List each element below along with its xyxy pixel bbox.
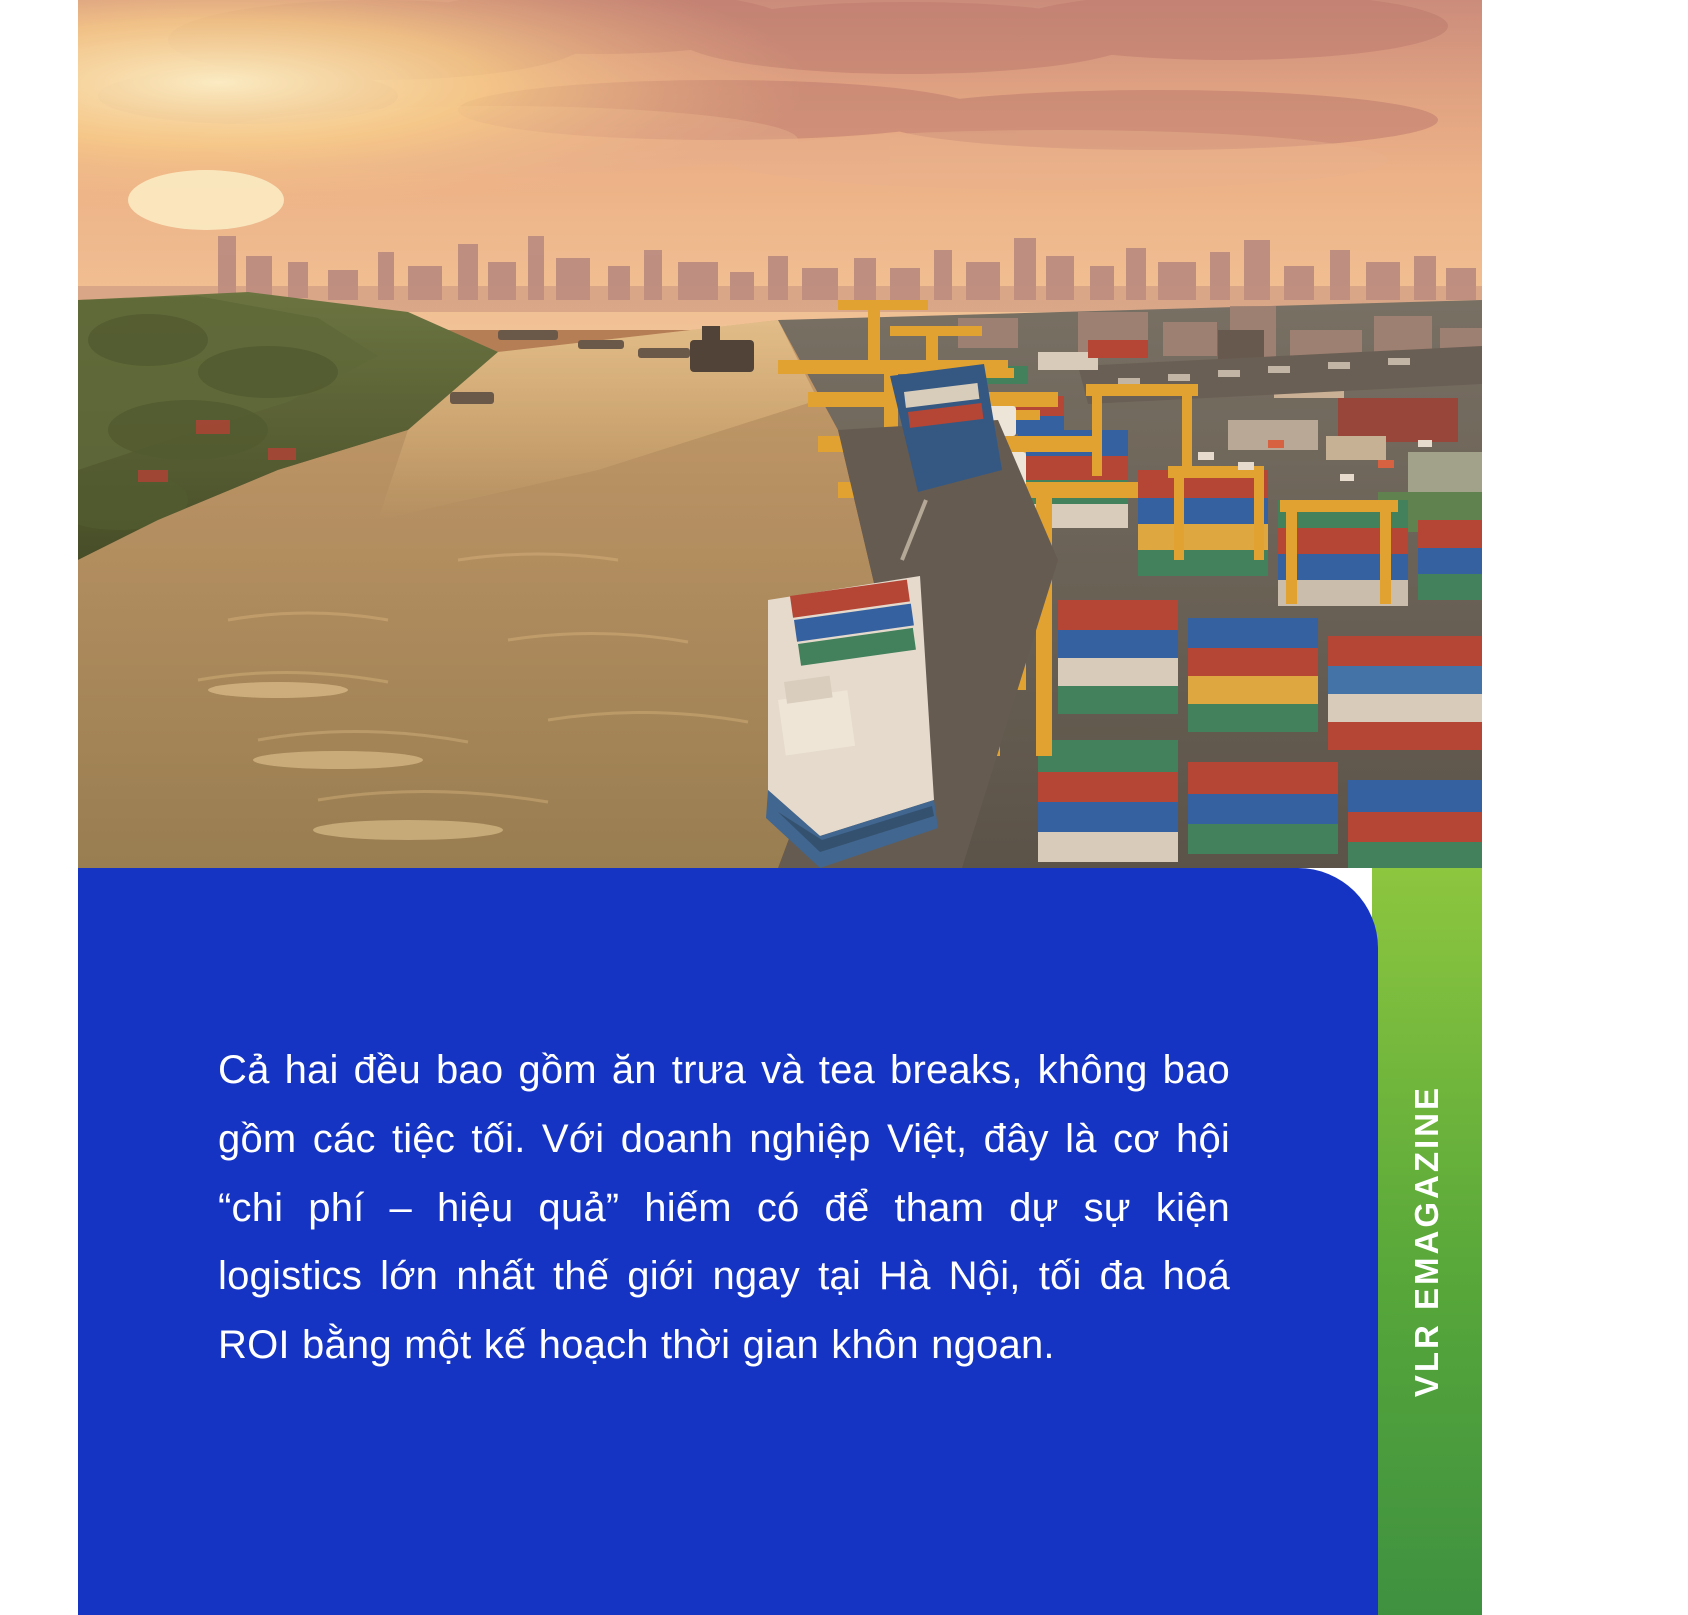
side-banner-label-wrap (1372, 868, 1482, 1615)
port-sunset-illustration (78, 0, 1482, 868)
side-banner (1372, 868, 1482, 1615)
left-margin (0, 0, 80, 1615)
hero-image (78, 0, 1482, 868)
side-banner-label: VLR EMAGAZINE (1408, 1085, 1445, 1398)
quote-text: Cả hai đều bao gồm ăn trưa và tea breaks, không bao gồm các tiệc tối. Với doanh nghiệp Việt, đây là cơ hội “chi phí – hiệu quả” hiếm có để tham dự sự kiện logistics lớn nhất thế giới ngay tại Hà Nội, tối đa hoá ROI bằng một kế hoạch thời gian khôn ngoan. (218, 1048, 1230, 1368)
quote-panel (78, 868, 1378, 1615)
right-margin (1482, 0, 1688, 1615)
